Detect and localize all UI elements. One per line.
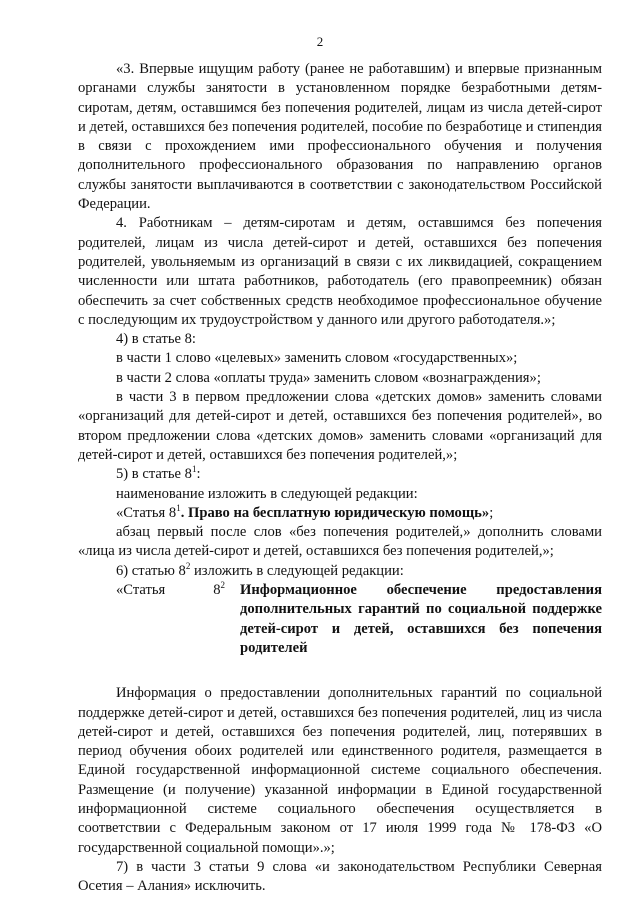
item-5-article-8-1 bbox=[78, 465, 602, 484]
article-number: 8 bbox=[213, 582, 221, 599]
paragraph-one-addition: абзац первый после слов «без попечения родителей,» дополнить словами «лица из числа детей-сирот и детей, оставшихся без попечения родителей,»; bbox=[78, 524, 602, 560]
article-8-2-title: Информационное обеспечение предоставления дополнительных гарантий по социальной поддержке детей-сирот и детей, оставшихся без попечения родителей bbox=[240, 582, 602, 656]
item-6-article-8-2 bbox=[78, 562, 602, 581]
paragraph-part-4: 4. Работникам – детям-сиротам и детям, оставшимся без попечения родителей, лицам из числа детей-сирот и детей, оставшихся без попечения родителей, увольняемым из организаций в связи с их ликвидацией, сокращением численности или штата работников, работодатель (его правопреемник) обязан обеспечить за счет собственных средств необходимое профессиональное обучение с последующим их трудоустройством у данного или другого работодателя.»; bbox=[78, 215, 602, 328]
paragraph-part-3: «3. Впервые ищущим работу (ранее не работавшим) и впервые признанным органами службы занятости в установленном порядке безработными детям-сиротам, детям, оставшимся без попечения родителей, лицам из числа детей-сирот и детей, оставшихся без попечения родителей, пособие по безработице и стипендия в связи с прохождением ими профессионального обучения и получения дополнительного профессионального образования по направлению органов службы занятости выплачиваются в соответствии с законодательством Российской Федерации. bbox=[78, 61, 602, 213]
item-5-colon: : bbox=[196, 466, 201, 483]
article-8-part-3-change: в части 3 в первом предложении слова «детских домов» заменить словами «организаций для детей-сирот и детей, оставшихся без попечения родителей», во втором предложении слова «детских домов» заменить словами «организаций для детей-сирот и детей, оставшихся без попечения родителей,»; bbox=[78, 389, 602, 463]
item-7-article-9: 7) в части 3 статьи 9 слова «и законодательством Республики Северная Осетия – Алания» исключить. bbox=[78, 858, 602, 895]
item-5-superscript: 1 bbox=[191, 464, 197, 475]
information-paragraph: Информация о предоставлении дополнительных гарантий по социальной поддержке детей-сирот и детей, оставшихся без попечения родителей, лиц из числа детей-сирот и детей, оставшихся без попечения родителей, лиц, потерявших в период обучения обоих родителей или единственного родителя, размещается в Единой государственной информационной системе социального обеспечения. Размещение (и получение) указанной информации в Единой государственной информационной системе социального обеспечения осуществляется в соответствии с Федеральным законом от 17 июля 1999 года № 178-ФЗ «О государственной социальной помощи».»; bbox=[78, 685, 602, 856]
article-8-part-2-change: в части 2 слова «оплаты труда» заменить словом «вознаграждения»; bbox=[116, 369, 541, 386]
article-8-1-word: «Статья 8 bbox=[116, 504, 177, 521]
article-8-1-semicolon: ; bbox=[489, 504, 494, 521]
document-body bbox=[78, 60, 602, 896]
item-6-tail: изложить в следующей редакции: bbox=[190, 562, 404, 579]
article-number-superscript: 2 bbox=[220, 580, 226, 591]
page-number: 2 bbox=[316, 34, 324, 49]
item-6-superscript: 2 bbox=[185, 560, 191, 571]
article-8-1-title bbox=[78, 504, 602, 523]
item-5-text: 5) в статье 8 bbox=[116, 466, 192, 483]
item-4-article-8: 4) в статье 8: bbox=[116, 331, 196, 348]
article-8-2-label bbox=[78, 581, 240, 658]
title-change-instruction: наименование изложить в следующей редакции: bbox=[116, 485, 418, 502]
item-6-text: 6) статью 8 bbox=[116, 562, 186, 579]
article-word: «Статья bbox=[116, 582, 166, 599]
article-8-part-1-change: в части 1 слово «целевых» заменить словом «государственных»; bbox=[116, 350, 518, 367]
article-8-1-superscript: 1 bbox=[176, 502, 181, 513]
article-8-2-heading-block bbox=[78, 581, 602, 658]
spacer bbox=[78, 658, 602, 684]
article-8-1-heading: . Право на бесплатную юридическую помощь» bbox=[180, 504, 490, 521]
